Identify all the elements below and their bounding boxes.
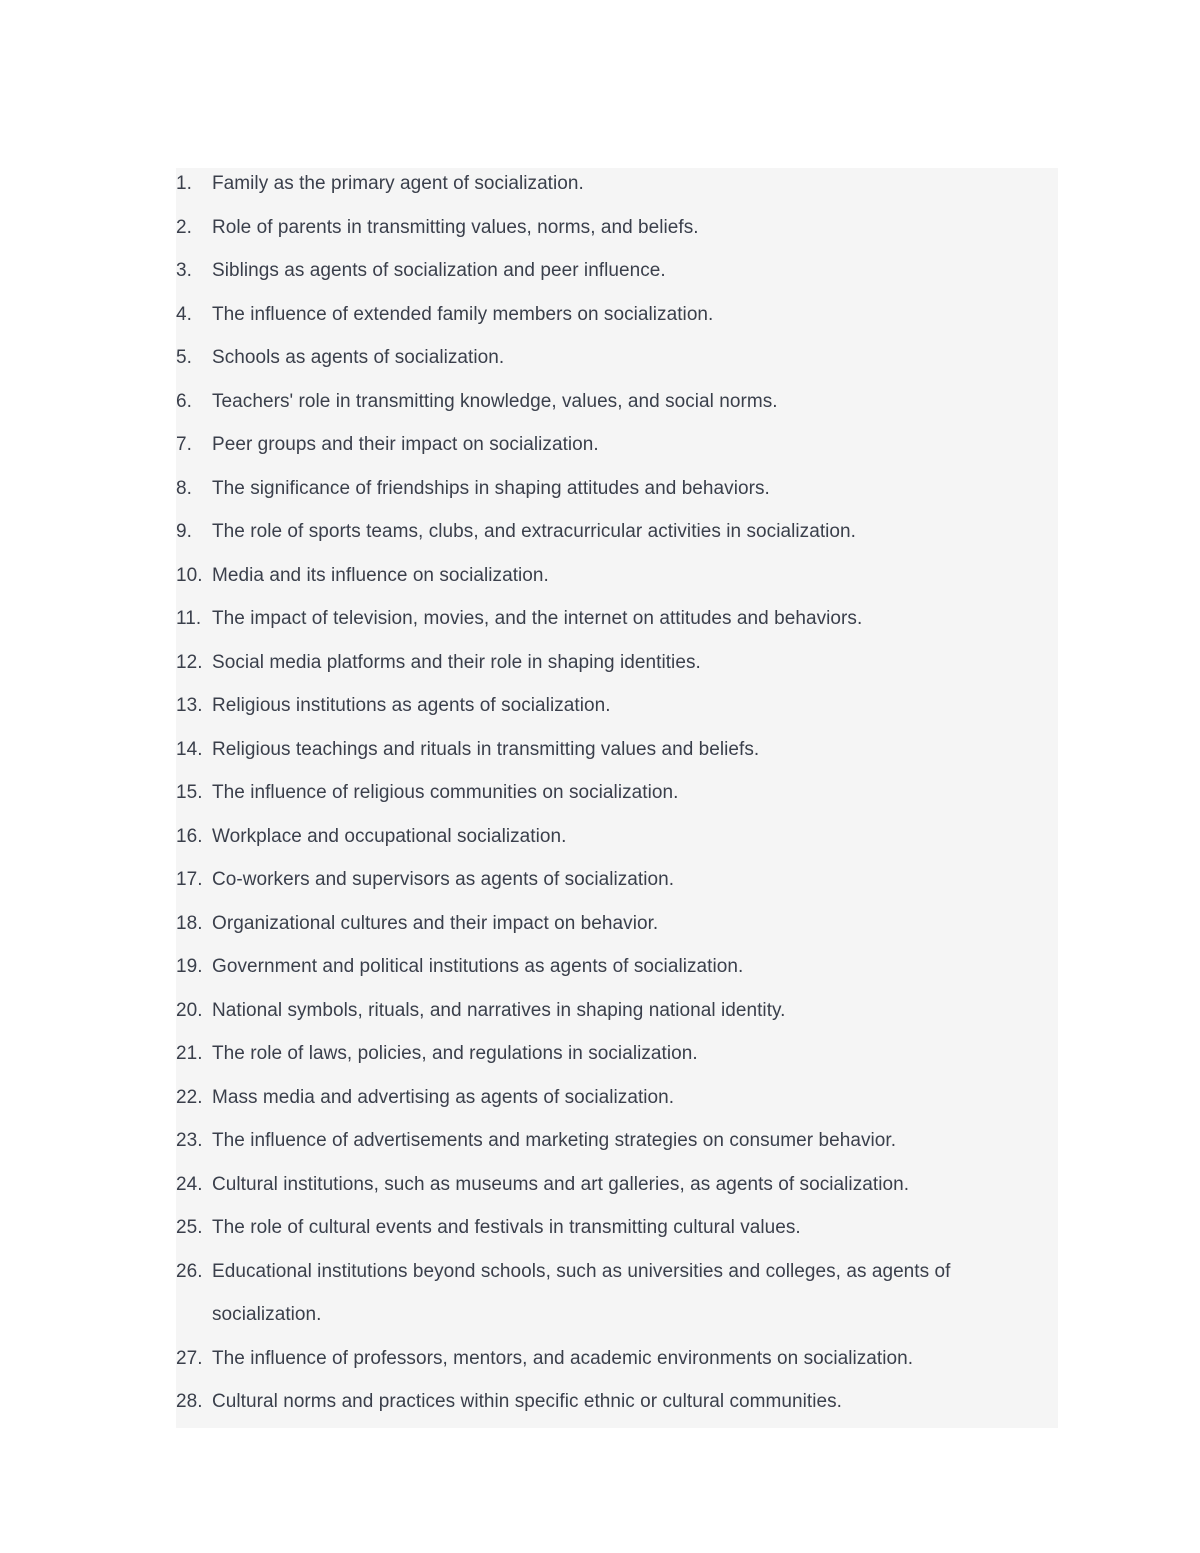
item-text: The influence of advertisements and marketing strategies on consumer behavior. — [212, 1130, 897, 1151]
list-item — [176, 380, 1058, 424]
item-number: 16. — [176, 825, 203, 847]
item-number: 10. — [176, 564, 203, 586]
item-text: Teachers' role in transmitting knowledge, values, and social norms. — [212, 390, 778, 412]
item-text: Cultural norms and practices within specific ethnic or cultural communities. — [212, 1391, 842, 1412]
list-item — [176, 902, 1058, 946]
item-number: 9. — [176, 521, 192, 542]
list-item — [176, 1163, 1058, 1207]
item-text: Organizational cultures and their impact on behavior. — [212, 912, 659, 934]
item-number: 25. — [176, 1217, 203, 1238]
list-item — [176, 510, 1058, 554]
item-text: Religious institutions as agents of socialization. — [212, 695, 611, 716]
list-item — [176, 989, 1058, 1033]
item-number: 26. — [176, 1260, 203, 1282]
item-number: 22. — [176, 1086, 203, 1108]
item-text: The role of sports teams, clubs, and extracurricular activities in socialization. — [212, 521, 856, 542]
item-number: 3. — [176, 260, 192, 281]
item-text: Media and its influence on socialization. — [212, 564, 549, 586]
item-text: Family as the primary agent of socialization. — [212, 173, 584, 194]
item-number: 21. — [176, 1043, 203, 1064]
item-number: 7. — [176, 434, 192, 455]
item-number: 1. — [176, 173, 192, 194]
list-item — [176, 336, 1058, 380]
item-number: 20. — [176, 999, 203, 1021]
item-text: Role of parents in transmitting values, norms, and beliefs. — [212, 216, 699, 238]
list-item — [176, 467, 1058, 511]
numbered-list — [176, 168, 1058, 1424]
list-item — [176, 684, 1058, 728]
item-text: Workplace and occupational socialization. — [212, 825, 567, 847]
item-number: 4. — [176, 303, 192, 325]
item-text: National symbols, rituals, and narratives in shaping national identity. — [212, 999, 786, 1021]
item-number: 14. — [176, 738, 203, 760]
item-text: Religious teachings and rituals in transmitting values and beliefs. — [212, 738, 760, 760]
item-text: The impact of television, movies, and the internet on attitudes and behaviors. — [212, 608, 863, 629]
item-text: Educational institutions beyond schools, such as universities and colleges, as agents of socialization. — [212, 1260, 951, 1325]
item-text: Government and political institutions as agents of socialization. — [212, 956, 744, 977]
item-number: 8. — [176, 477, 192, 499]
item-number: 18. — [176, 912, 203, 934]
list-item — [176, 641, 1058, 685]
item-number: 11. — [176, 608, 202, 629]
list-item — [176, 728, 1058, 772]
list-item — [176, 206, 1058, 250]
list-item — [176, 945, 1058, 989]
list-item — [176, 293, 1058, 337]
item-number: 27. — [176, 1347, 203, 1369]
item-text: Mass media and advertising as agents of socialization. — [212, 1086, 675, 1108]
item-number: 13. — [176, 695, 203, 716]
item-text: Siblings as agents of socialization and peer influence. — [212, 260, 666, 281]
item-number: 19. — [176, 956, 203, 977]
item-text: Co-workers and supervisors as agents of socialization. — [212, 869, 675, 890]
item-text: Peer groups and their impact on socialization. — [212, 434, 599, 455]
item-text: Cultural institutions, such as museums and art galleries, as agents of socialization. — [212, 1173, 910, 1195]
list-item — [176, 1337, 1058, 1381]
item-text: The influence of professors, mentors, and academic environments on socialization. — [212, 1347, 914, 1369]
item-number: 15. — [176, 782, 203, 803]
content-block — [176, 168, 1058, 1428]
list-item — [176, 815, 1058, 859]
item-number: 6. — [176, 390, 192, 412]
item-text: The influence of religious communities on socialization. — [212, 782, 679, 803]
item-text: The role of cultural events and festivals in transmitting cultural values. — [212, 1217, 801, 1238]
list-item — [176, 1119, 1058, 1163]
list-item — [176, 249, 1058, 293]
list-item — [176, 554, 1058, 598]
item-text: Social media platforms and their role in shaping identities. — [212, 651, 701, 673]
list-item — [176, 162, 1058, 206]
list-item — [176, 423, 1058, 467]
list-item — [176, 597, 1058, 641]
item-number: 2. — [176, 216, 192, 238]
list-item — [176, 1380, 1058, 1424]
item-number: 12. — [176, 651, 203, 673]
list-item — [176, 771, 1058, 815]
list-item — [176, 1250, 1058, 1337]
item-number: 17. — [176, 869, 203, 890]
item-text: The significance of friendships in shaping attitudes and behaviors. — [212, 477, 770, 499]
item-text: The influence of extended family members on socialization. — [212, 303, 714, 325]
list-item — [176, 1206, 1058, 1250]
list-item — [176, 1032, 1058, 1076]
item-number: 24. — [176, 1173, 203, 1195]
item-text: Schools as agents of socialization. — [212, 347, 505, 368]
list-item — [176, 858, 1058, 902]
item-number: 23. — [176, 1130, 203, 1151]
list-item — [176, 1076, 1058, 1120]
item-text: The role of laws, policies, and regulations in socialization. — [212, 1043, 698, 1064]
item-number: 28. — [176, 1391, 203, 1412]
item-number: 5. — [176, 347, 192, 368]
